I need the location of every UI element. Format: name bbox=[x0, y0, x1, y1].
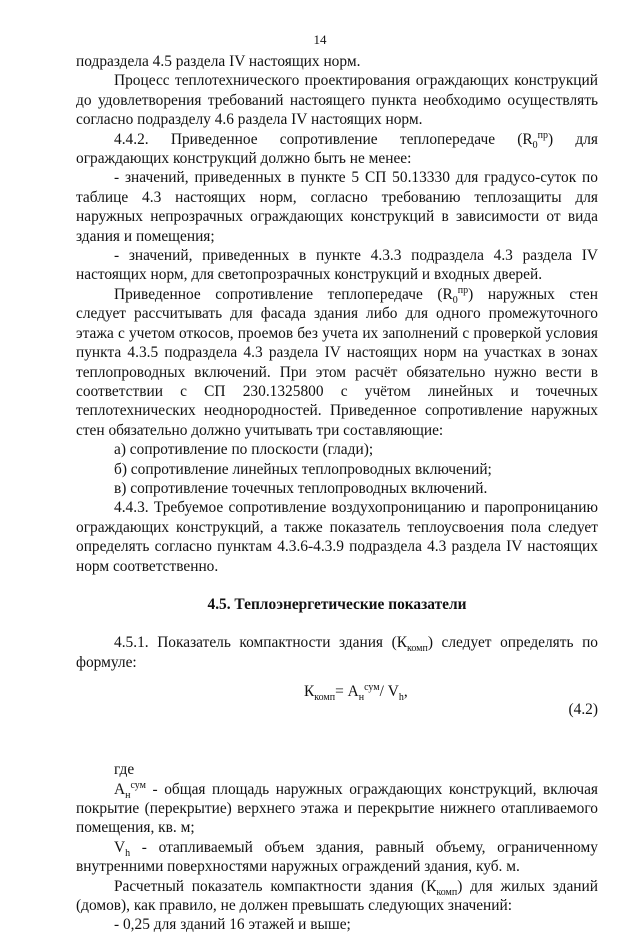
subscript: комп bbox=[406, 643, 428, 655]
text-run: 4.4.2. Приведенное сопротивление теплопередаче (R bbox=[114, 130, 533, 148]
list-item: а) сопротивление по плоскости (глади); bbox=[114, 441, 374, 459]
paragraph bbox=[76, 877, 598, 916]
page-number: 14 bbox=[313, 32, 327, 47]
superscript: пр bbox=[457, 284, 469, 296]
subscript: h bbox=[398, 692, 404, 704]
list-item: - 0,25 для зданий 16 этажей и выше; bbox=[114, 916, 351, 934]
list-item: - значений, приведенных в пункте 4.3.3 подраздела 4.3 раздела IV настоящих норм, для светопрозрачных конструкций и входных дверей. bbox=[76, 247, 598, 284]
paragraph: подраздела 4.5 раздела IV настоящих норм. bbox=[76, 53, 361, 70]
superscript: сум bbox=[130, 779, 146, 791]
text-run: ) наружных стен следует рассчитывать для фасада здания либо для одного промежуточного этажа с учетом откосов, проемов без учета их заполнений с проверкой условия пункта 4.3.5 подраздела 4.3 раздела IV настоящих норм на участках в зонах теплопроводных включений. При этом расчёт обязательно нужно вести в соответствии с СП 230.1325800 с учётом линейных и точечных теплотехнических неоднородностей. Приведенное сопротивление наружных стен обязательно должно учитывать три составляющие: bbox=[76, 285, 598, 439]
text-run: Приведенное сопротивление теплопередаче (R bbox=[114, 285, 453, 303]
subscript: комп bbox=[314, 692, 336, 704]
subscript: н bbox=[358, 692, 365, 704]
paragraph: 4.4.3. Требуемое сопротивление воздухопроницанию и паропроницанию ограждающих конструкций, а также показатель теплоусвоения пола следует определять согласно пунктам 4.3.6-4.3.9 подраздела 4.3 раздела IV настоящих норм соответственно. bbox=[76, 499, 598, 575]
formula-symbol: , bbox=[403, 683, 408, 701]
superscript: сум bbox=[364, 682, 380, 694]
subscript: 0 bbox=[452, 294, 458, 306]
equation-number: (4.2) bbox=[568, 701, 598, 719]
subscript: н bbox=[125, 789, 131, 801]
text-run: А bbox=[114, 780, 126, 798]
spacer bbox=[76, 720, 598, 760]
text-run: ) следует определять по формуле: bbox=[76, 634, 599, 671]
subscript: 0 bbox=[532, 139, 538, 151]
formula-symbol: = А bbox=[335, 683, 359, 701]
document-body bbox=[76, 52, 598, 935]
section-heading: 4.5. Теплоэнергетические показатели bbox=[207, 595, 467, 613]
paragraph bbox=[76, 780, 598, 838]
list-item: б) сопротивление линейных теплопроводных включений; bbox=[114, 460, 492, 478]
paragraph bbox=[76, 130, 598, 169]
paragraph bbox=[76, 838, 598, 877]
list-item: - значений, приведенных в пункте 5 СП 50.13330 для градусо-суток по таблице 4.3 настоящих норм, согласно требованию теплозащиты для наружных непрозрачных ограждающих конструкций в зависимости от вида здания и помещения; bbox=[76, 169, 598, 245]
subscript: комп bbox=[436, 886, 458, 898]
formula-symbol: К bbox=[304, 683, 315, 701]
paragraph: где bbox=[114, 761, 135, 779]
superscript: пр bbox=[537, 129, 549, 141]
text-run: - отапливаемый объем здания, равный объему, ограниченному внутренними поверхностями наружных ограждений здания, куб. м. bbox=[76, 838, 598, 876]
text-run: - общая площадь наружных ограждающих конструкций, включая покрытие (перекрытие) верхнего этажа и перекрытие нижнего отапливаемого помещения, кв. м; bbox=[76, 780, 598, 837]
formula-symbol: / V bbox=[379, 683, 399, 701]
text-run: V bbox=[114, 838, 126, 856]
paragraph: Процесс теплотехнического проектирования ограждающих конструкций до удовлетворения требований настоящего пункта необходимо осуществлять согласно подразделу 4.6 раздела IV настоящих норм. bbox=[76, 72, 598, 129]
paragraph bbox=[76, 633, 598, 672]
text-run: 4.5.1. Показатель компактности здания (К bbox=[114, 634, 407, 652]
text-run: ) для ограждающих конструкций должно быть не менее: bbox=[76, 130, 598, 168]
text-run: ) для жилых зданий (домов), как правило, не должен превышать следующих значений: bbox=[76, 877, 598, 915]
subscript: h bbox=[125, 847, 131, 859]
formula-block bbox=[76, 680, 598, 720]
paragraph bbox=[76, 285, 598, 440]
list-item: в) сопротивление точечных теплопроводных включений. bbox=[114, 479, 488, 497]
text-run: Расчетный показатель компактности здания (К bbox=[114, 877, 437, 895]
formula bbox=[304, 682, 408, 704]
